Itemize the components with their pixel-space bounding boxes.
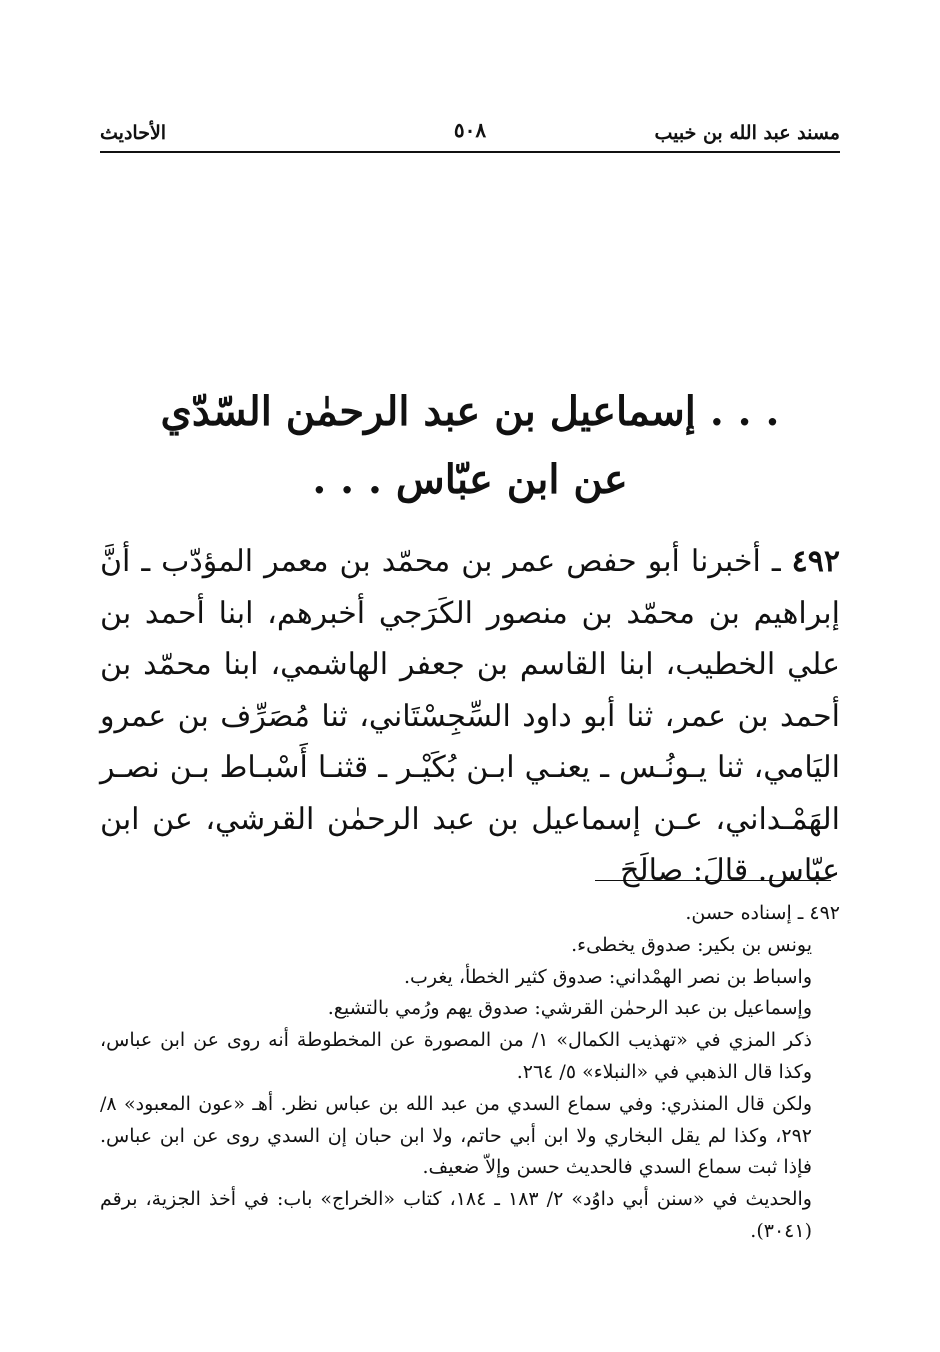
- page-number: ٥٠٨: [453, 118, 487, 142]
- footnote-rule: [595, 880, 831, 881]
- chapter-heading-line1: . . . إسماعيل بن عبد الرحمٰن السّدّي: [160, 388, 780, 435]
- footnote-line: واسباط بن نصر الهمْداني: صدوق كثير الخطأ، يغرب.: [403, 965, 812, 988]
- chapter-heading-line2: عن ابن عبّاس . . .: [312, 456, 628, 503]
- running-title: مسند عبد الله بن خبيب: [654, 122, 840, 144]
- header-rule: [100, 151, 840, 153]
- hadith-text: [100, 536, 840, 897]
- footnote-line: ذكر المزي في «تهذيب الكمال» ١/ من المصورة عن المخطوطة أنه روى عن ابن عباس، وكذا قال الذهبي في «النبلاء» ٥/ ٢٦٤.: [100, 1029, 812, 1083]
- footnotes: [100, 898, 840, 1248]
- hadith-body: ـ أخبرنا أبو حفص عمر بن محمّد بن معمر المؤدّب ـ أنَّ إبراهيم بن محمّد بن منصور الكَرَجي أخبرهم، ابنا أحمد بن علي الخطيب، ابنا القاسم بن جعفر الهاشمي، ابنا محمّد بن أحمد بن عمر، ثنا أبو داود السِّجِسْتَاني، ثنا مُصَرِّف بن عمرو اليَامي، ثنا يـونُـس ـ يعنـي ابـن بُكَيْـر ـ قثنـا أَسْبـاط بـن نصـر الهَمْـداني، عـن إسماعيل بن عبد الرحمٰن القرشي، عن ابن عبّاس. قالَ: صالَحَ: [100, 544, 840, 888]
- hadith-number: ٤٩٢: [791, 544, 840, 579]
- footnote-line: ولكن قال المنذري: وفي سماع السدي من عبد الله بن عباس نظر. أهـ «عون المعبود» ٨/ ٢٩٢، وكذا لم يقل البخاري ولا ابن أبي حاتم، ولا ابن حبان إن السدي روى عن ابن عباس. فإذا ثبت سماع السدي فالحديث حسن وإلاّ ضعيف.: [100, 1092, 812, 1179]
- footnote-line: والحديث في «سنن أبي داوُد» ٢/ ١٨٣ ـ ١٨٤، كتاب «الخراج» باب: في أخذ الجزية، برقم (٣٠٤١).: [100, 1188, 812, 1242]
- page-header: [100, 118, 840, 148]
- footnote-line: ٤٩٢ ـ إسناده حسن.: [685, 902, 840, 924]
- footnote-line: يونس بن بكير: صدوق يخطىء.: [571, 933, 812, 956]
- footnote-line: وإسماعيل بن عبد الرحمٰن القرشي: صدوق يهم ورُمي بالتشيع.: [327, 997, 812, 1020]
- section-title: الأحاديث: [100, 122, 167, 144]
